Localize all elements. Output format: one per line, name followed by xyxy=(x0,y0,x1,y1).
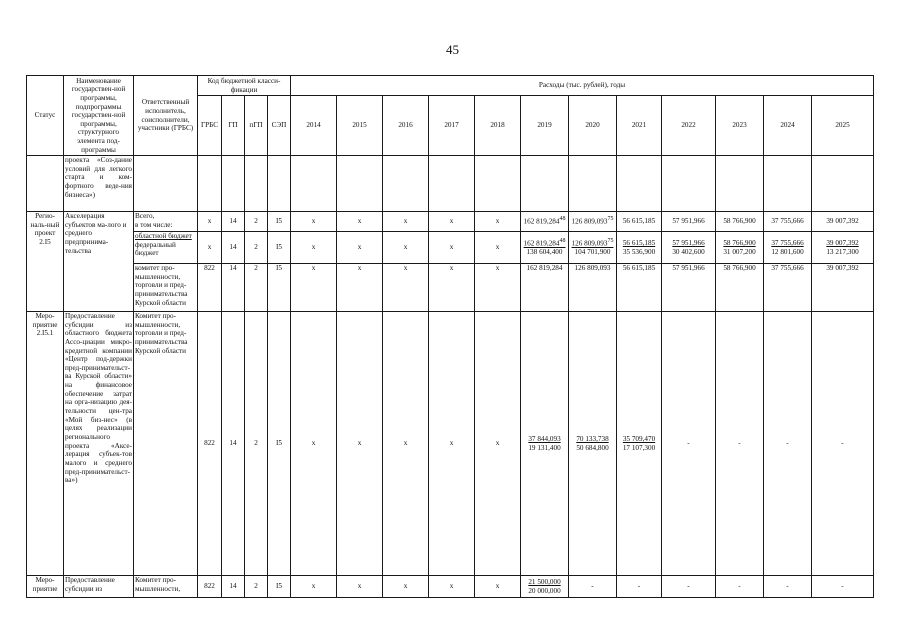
value-2020: 126 809,093 xyxy=(569,264,617,312)
code-grbs: x xyxy=(198,212,222,232)
measure-name: Предоставление субсидии из xyxy=(64,576,134,598)
header-sep: СЭП xyxy=(268,96,291,156)
code-pgp: 2 xyxy=(245,232,268,264)
measure-status: Меро-приятие xyxy=(27,576,64,598)
code-pgp: 2 xyxy=(245,264,268,312)
value-2023: 58 766,900 xyxy=(716,264,764,312)
footnote-mark: 75 xyxy=(607,216,614,223)
value-2022: - xyxy=(662,576,716,598)
header-gp: ГП xyxy=(222,96,245,156)
header-year: 2019 xyxy=(521,96,569,156)
code-grbs: 822 xyxy=(198,312,222,576)
header-year: 2020 xyxy=(569,96,617,156)
budget-table xyxy=(26,75,874,598)
value-2021: 35 709,470 17 107,300 xyxy=(617,312,662,576)
value-cell: x xyxy=(475,312,521,576)
value-cell: x xyxy=(429,576,475,598)
header-grbs: ГРБС xyxy=(198,96,222,156)
value-cell: x xyxy=(429,212,475,232)
value-2025: - xyxy=(812,312,874,576)
project-total-row xyxy=(27,212,874,232)
code-gp: 14 xyxy=(222,576,245,598)
value-cell: x xyxy=(291,212,337,232)
measure-row xyxy=(27,312,874,576)
value-2022: 57 951,966 xyxy=(662,212,716,232)
measure-executor: Комитет про-мышленности, торговли и пред-принимательства Курской области xyxy=(134,312,198,576)
code-gp: 14 xyxy=(222,264,245,312)
value-cell: x xyxy=(383,312,429,576)
header-executor: Ответственный исполнитель, соисполнители, участники (ГРБС) xyxy=(134,76,198,156)
value-cell: x xyxy=(291,264,337,312)
header-status: Статус xyxy=(27,76,64,156)
value-2020: 126 809,093$^{75}$ 104 701,900 xyxy=(569,232,617,264)
value-cell: x xyxy=(429,264,475,312)
value-cell: x xyxy=(383,576,429,598)
value-2019: 37 844,093 19 131,400 xyxy=(521,312,569,576)
value-cell: x xyxy=(383,264,429,312)
header-name: Наименование государствен-ной программы, подпрограммы государствен-ной программы, структурного элемента под-программы xyxy=(64,76,134,156)
value-cell: x xyxy=(475,232,521,264)
code-grbs: x xyxy=(198,232,222,264)
value-2019: 162 819,284$^{48}$ 138 604,400 xyxy=(521,232,569,264)
header-year: 2023 xyxy=(716,96,764,156)
value-2025: - xyxy=(812,576,874,598)
value-2019: 162 819,284 xyxy=(521,264,569,312)
measure-executor: Комитет про-мышленности, xyxy=(134,576,198,598)
value-2024: - xyxy=(764,576,812,598)
value-cell: x xyxy=(291,312,337,576)
value-cell: x xyxy=(429,312,475,576)
value-2022: 57 951,966 xyxy=(662,264,716,312)
value-2024: 37 755,666 xyxy=(764,212,812,232)
code-gp: 14 xyxy=(222,212,245,232)
header-year: 2025 xyxy=(812,96,874,156)
value-2021: 56 615,185 35 536,900 xyxy=(617,232,662,264)
header-year: 2022 xyxy=(662,96,716,156)
footnote-mark: 75 xyxy=(607,238,614,245)
header-year: 2017 xyxy=(429,96,475,156)
value-cell: x xyxy=(475,264,521,312)
project-budget-row xyxy=(27,232,874,264)
value-cell: x xyxy=(383,212,429,232)
measure-name: Предоставление субсидии из областного бюджета Ассо-циации микро-кредитной компании «Центр под-держки пред-принимательст-ва Курской области» на финансовое обеспечение затрат на орга-низацию дея-тельности цен-тра «Мой биз-нес» (в целях реализации регионального проекта «Аксе-лерация субъек-тов малого и среднего пред-принимательст-ва») xyxy=(64,312,134,576)
header-year: 2018 xyxy=(475,96,521,156)
code-gp: 14 xyxy=(222,232,245,264)
code-pgp: 2 xyxy=(245,576,268,598)
federal-budget-label: федеральный бюджет xyxy=(135,240,176,258)
value-2022: 57 951,966 30 402,600 xyxy=(662,232,716,264)
code-sep: I5 xyxy=(268,232,291,264)
value-2020: - xyxy=(569,576,617,598)
value-2025: 39 007,392 xyxy=(812,264,874,312)
value-2025: 39 007,392 xyxy=(812,212,874,232)
value-2019: 21 500,000 20 000,000 xyxy=(521,576,569,598)
value-cell: x xyxy=(337,212,383,232)
value-2024: - xyxy=(764,312,812,576)
value-2020: 126 809,093$^{75}$ xyxy=(569,212,617,232)
measure-status: Меро-приятие 2.I5.1 xyxy=(27,312,64,576)
committee-label: комитет про-мышленности, торговли и пред-принимательства Курской области xyxy=(134,264,198,312)
continuation-row xyxy=(27,156,874,212)
code-sep: I5 xyxy=(268,576,291,598)
value-cell: x xyxy=(291,232,337,264)
regional-budget-label: областной бюджет xyxy=(135,232,192,240)
total-label: Всего, в том числе: xyxy=(134,212,198,232)
value-cell: x xyxy=(475,576,521,598)
page-number: 45 xyxy=(446,42,459,57)
value-2023: - xyxy=(716,312,764,576)
header-expenses-group: Расходы (тыс. рублей), годы xyxy=(291,76,874,96)
value-cell: x xyxy=(291,576,337,598)
budget-labels xyxy=(134,232,198,264)
header-row-1 xyxy=(27,76,874,96)
code-gp: 14 xyxy=(222,312,245,576)
code-pgp: 2 xyxy=(245,212,268,232)
value-2023: 58 766,900 xyxy=(716,212,764,232)
header-code-group: Код бюджетной класси-фикации xyxy=(198,76,291,96)
value-2020: 70 133,738 50 684,800 xyxy=(569,312,617,576)
value-2021: 56 615,185 xyxy=(617,264,662,312)
code-grbs: 822 xyxy=(198,576,222,598)
header-year: 2015 xyxy=(337,96,383,156)
code-pgp: 2 xyxy=(245,312,268,576)
value-cell: x xyxy=(337,232,383,264)
value-2023: 58 766,900 31 007,200 xyxy=(716,232,764,264)
footnote-mark: 48 xyxy=(559,216,566,223)
value-cell: x xyxy=(337,576,383,598)
measure-row xyxy=(27,576,874,598)
code-sep: I5 xyxy=(268,264,291,312)
value-2025: 39 007,392 13 217,300 xyxy=(812,232,874,264)
code-sep: I5 xyxy=(268,212,291,232)
code-grbs: 822 xyxy=(198,264,222,312)
project-status: Регио-наль-ный проект 2.I5 xyxy=(27,212,64,312)
value-cell: x xyxy=(429,232,475,264)
value-2022: - xyxy=(662,312,716,576)
project-name: Акселерация субъектов ма-лого и среднего предпринима-тельства xyxy=(64,212,134,312)
value-2024: 37 755,666 xyxy=(764,264,812,312)
header-year: 2014 xyxy=(291,96,337,156)
footnote-mark: 48 xyxy=(559,238,566,245)
code-sep: I5 xyxy=(268,312,291,576)
value-2021: 56 615,185 xyxy=(617,212,662,232)
project-committee-row xyxy=(27,264,874,312)
value-2019: 162 819,284$^{48}$ xyxy=(521,212,569,232)
value-2024: 37 755,666 12 801,600 xyxy=(764,232,812,264)
cont-name: проекта «Соз-дание условий для легкого старта и ком-фортного веде-ния бизнеса») xyxy=(64,156,134,212)
header-year: 2021 xyxy=(617,96,662,156)
value-2023: - xyxy=(716,576,764,598)
header-year: 2016 xyxy=(383,96,429,156)
value-cell: x xyxy=(337,312,383,576)
header-pgp: пГП xyxy=(245,96,268,156)
value-cell: x xyxy=(475,212,521,232)
value-cell: x xyxy=(337,264,383,312)
value-cell: x xyxy=(383,232,429,264)
value-2021: - xyxy=(617,576,662,598)
header-year: 2024 xyxy=(764,96,812,156)
